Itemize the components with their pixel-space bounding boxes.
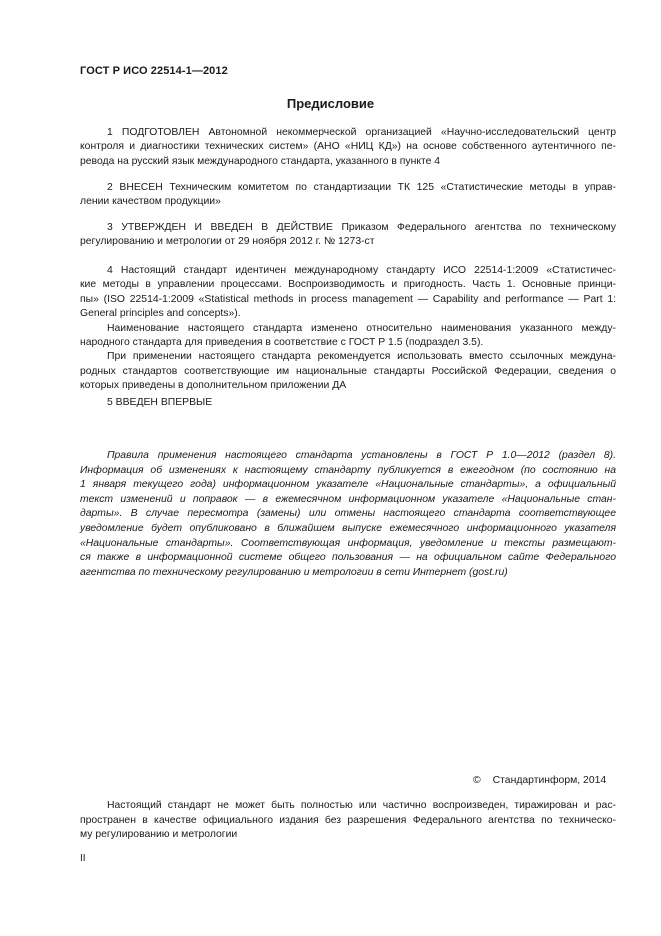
preface-item-3 (80, 221, 616, 250)
notice-line: «Национальные стандарты». Соответствующая информация, уведомление и тексты размещают- (80, 537, 616, 549)
notice-line: ся также в информационной системе общего пользования — на официальном сайте Федерального (80, 552, 616, 564)
copyright-symbol: © (473, 775, 481, 786)
notice-line: агентства по техническому регулированию и метрологии в сети Интернет (gost.ru) (80, 566, 508, 578)
text-line: пы» (ISO 22514-1:2009 «Statistical methods in process management — Capability and performance — Part 1: (80, 293, 616, 305)
text-line: 4 Настоящий стандарт идентичен международному стандарту ИСО 22514-1:2009 «Статистичес- (107, 265, 616, 276)
text-line: 2 ВНЕСЕН Техническим комитетом по стандартизации ТК 125 «Статистические методы в управ- (107, 182, 616, 193)
notice-line: 1 января текущего года) информационном указателе «Национальные стандарты», а официальный (80, 479, 616, 491)
notice-line: Информация об изменениях к настоящему стандарту публикуется в ежегодном (по состоянию на (80, 464, 616, 476)
text-line: кие методы в управлении процессами. Воспроизводимость и пригодность. Часть 1. Основные принци- (80, 279, 616, 291)
text-line: ревода на русский язык международного стандарта, указанного в пункте 4 (80, 155, 441, 167)
text-line: регулированию и метрологии от 29 ноября 2012 г. № 1273-ст (80, 236, 375, 248)
notice-line: текст изменений и поправок — в ежемесячном информационном указателе «Национальные стан- (80, 493, 616, 505)
text-line: которых приведены в дополнительном приложении ДА (80, 380, 347, 392)
text-line: родных стандартов соответствующие им национальные стандарты Российской Федерации, сведения о (80, 365, 616, 377)
standard-code-header: ГОСТ Р ИСО 22514-1—2012 (80, 65, 228, 77)
notice-line: уведомление будет опубликовано в ближайшем выпуске ежемесячного информационного указателя (80, 522, 616, 534)
footer-line: пространен в качестве официального издания без разрешения Федерального агентства по техническо- (80, 814, 616, 826)
footer-line: Настоящий стандарт не может быть полностью или частично воспроизведен, тиражирован и рас- (107, 800, 616, 811)
footer-line: му регулированию и метрологии (80, 829, 238, 841)
text-line: народного стандарта для приведения в соответствие с ГОСТ Р 1.5 (подраздел 3.5). (80, 337, 484, 349)
text-line: При применении настоящего стандарта рекомендуется использовать вместо ссылочных междуна- (107, 351, 616, 363)
usage-rules-notice (80, 449, 616, 580)
copyright-line (473, 775, 606, 786)
preface-item-1 (80, 126, 616, 169)
text-line: контроля и диагностики технических систем» (АНО «НИЦ КД») на основе собственного аутентичного пе- (80, 141, 616, 153)
page-number: II (80, 853, 86, 864)
publisher-name: Стандартинформ, 2014 (492, 775, 607, 786)
reproduction-notice (80, 799, 616, 843)
text-line: 3 УТВЕРЖДЕН И ВВЕДЕН В ДЕЙСТВИЕ Приказом Федерального агентства по техническому (107, 222, 616, 233)
preface-title: Предисловие (286, 96, 375, 111)
preface-item-2 (80, 181, 616, 210)
text-line: 1 ПОДГОТОВЛЕН Автономной некоммерческой организацией «Научно-исследовательский центр (107, 127, 616, 138)
preface-item-4 (80, 264, 616, 394)
text-line: лении качеством продукции» (80, 196, 221, 208)
notice-line: дарты». В случае пересмотра (замены) или отмены настоящего стандарта соответствующее (80, 508, 616, 520)
notice-line: Правила применения настоящего стандарта установлены в ГОСТ Р 1.0—2012 (раздел 8). (107, 450, 616, 461)
preface-item-5 (80, 396, 616, 410)
text-line: 5 ВВЕДЕН ВПЕРВЫЕ (107, 397, 213, 408)
text-line: Наименование настоящего стандарта изменено относительно наименования указанного между- (107, 322, 616, 334)
text-line: General principles and concepts»). (80, 308, 241, 320)
